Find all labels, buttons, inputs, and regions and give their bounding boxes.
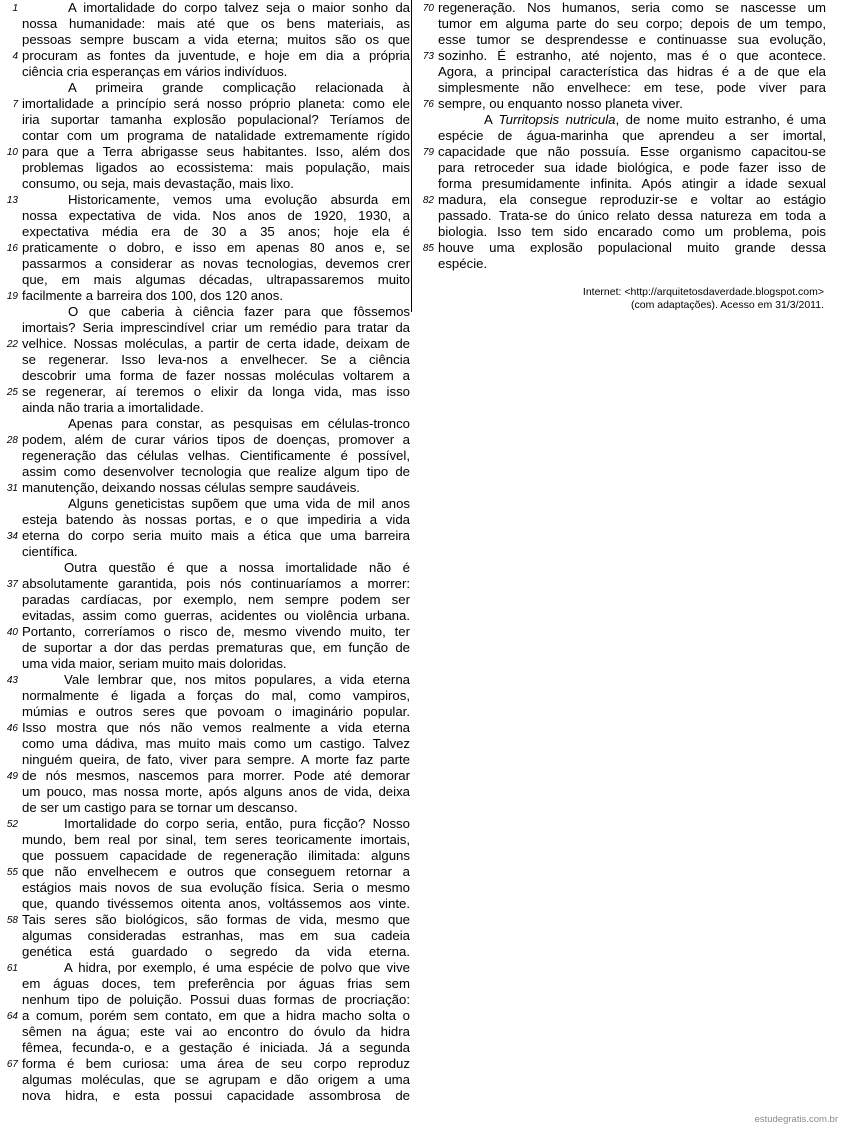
line-number: 55	[6, 867, 18, 878]
text-line	[0, 848, 410, 864]
line-text: que, quando tivéssemos oitenta anos, voltássemos aos vinte.	[22, 896, 410, 911]
text-line	[0, 784, 410, 800]
line-number: 82	[422, 195, 434, 206]
text-line	[0, 448, 410, 464]
text-line	[0, 256, 410, 272]
text-line	[0, 240, 410, 256]
line-text: Portanto, correríamos o risco de, mesmo vivendo muito, ter	[22, 624, 410, 639]
text-line	[0, 48, 410, 64]
line-text: se regenerar, aí teremos o elixir da longa vida, mas isso	[22, 384, 410, 399]
text-line	[416, 192, 826, 208]
line-number: 25	[6, 387, 18, 398]
text-line	[0, 896, 410, 912]
text-line	[0, 816, 410, 832]
line-text: mundo, bem real por sinal, tem seres teoricamente imortais,	[22, 832, 410, 847]
line-number: 10	[6, 147, 18, 158]
text-line	[0, 512, 410, 528]
text-line	[0, 1024, 410, 1040]
line-number: 73	[422, 51, 434, 62]
line-text: que possuem capacidade de regeneração ilimitada: alguns	[22, 848, 410, 863]
line-number: 28	[6, 435, 18, 446]
line-text: manutenção, deixando nossas células sempre saudáveis.	[22, 480, 360, 495]
line-number: 64	[6, 1011, 18, 1022]
line-text: capacidade que não possuía. Esse organismo capacitou-se	[438, 144, 826, 159]
line-text: eterna do corpo seria muito mais a ética que uma barreira	[22, 528, 410, 543]
text-line	[0, 592, 410, 608]
line-number: 76	[422, 99, 434, 110]
line-number: 4	[12, 51, 18, 62]
text-line	[0, 304, 410, 320]
text-line	[416, 80, 826, 96]
text-line	[0, 992, 410, 1008]
line-text: algumas moléculas, que se agrupam e dão origem a uma	[22, 1072, 410, 1087]
line-number: 70	[422, 3, 434, 14]
line-number: 16	[6, 243, 18, 254]
text-line	[416, 32, 826, 48]
line-text: O que caberia à ciência fazer para que fôssemos	[68, 304, 410, 319]
text-line	[0, 96, 410, 112]
line-text: praticamente o dobro, e isso em apenas 80 anos e, se	[22, 240, 410, 255]
line-text: assim como desenvolver tecnologia que realize algum tipo de	[22, 464, 410, 479]
line-text: de suportar a dor das perdas prematuras que, em função de	[22, 640, 410, 655]
line-text: Outra questão é que a nossa imortalidade não é	[64, 560, 410, 575]
line-text: velhice. Nossas moléculas, a partir de certa idade, deixam de	[22, 336, 410, 351]
line-text: sozinho. É estranho, até nojento, mas é o que acontece.	[438, 48, 826, 63]
text-line	[416, 224, 826, 240]
line-text: passarmos a considerar as novas tecnologias, devemos crer	[22, 256, 410, 271]
text-line	[416, 64, 826, 80]
text-line	[0, 624, 410, 640]
line-number: 34	[6, 531, 18, 542]
text-line	[416, 240, 826, 256]
line-number: 7	[12, 99, 18, 110]
text-line	[0, 752, 410, 768]
text-line	[0, 224, 410, 240]
text-line	[0, 384, 410, 400]
text-line	[0, 688, 410, 704]
line-number: 13	[6, 195, 18, 206]
text-line	[0, 352, 410, 368]
text-line	[0, 320, 410, 336]
text-line	[0, 80, 410, 96]
text-line	[416, 96, 826, 112]
text-line	[0, 0, 410, 16]
line-text: Isso mostra que nós não vemos realmente a vida eterna	[22, 720, 410, 735]
line-text: imortais? Seria imprescindível criar um remédio para tratar da	[22, 320, 410, 335]
text-line	[0, 576, 410, 592]
text-line	[0, 416, 410, 432]
line-number: 31	[6, 483, 18, 494]
line-text: nossa expectativa de vida. Nos anos de 1920, 1930, a	[22, 208, 410, 223]
line-number: 22	[6, 339, 18, 350]
text-line	[416, 176, 826, 192]
text-line	[0, 112, 410, 128]
text-line	[0, 144, 410, 160]
text-line	[416, 128, 826, 144]
line-text: Historicamente, vemos uma evolução absurda em	[68, 192, 410, 207]
text-line	[416, 160, 826, 176]
line-number: 61	[6, 963, 18, 974]
text-column-right	[416, 0, 826, 272]
text-line	[0, 368, 410, 384]
line-text: ainda não traria a imortalidade.	[22, 400, 204, 415]
text-line	[0, 208, 410, 224]
line-text: de ser um castigo para se tornar um descanso.	[22, 800, 298, 815]
line-number: 49	[6, 771, 18, 782]
line-text: espécie de água-marinha que aprendeu a ser imortal,	[438, 128, 826, 143]
line-number: 46	[6, 723, 18, 734]
watermark: estudegratis.com.br	[754, 1114, 838, 1125]
text-line	[0, 672, 410, 688]
text-line	[0, 656, 410, 672]
text-line	[0, 704, 410, 720]
line-text: absolutamente garantida, pois nós continuaríamos a morrer:	[22, 576, 410, 591]
text-line	[0, 832, 410, 848]
line-text: ciência cria esperanças em vários indivíduos.	[22, 64, 288, 79]
source-citation	[440, 286, 824, 312]
text-line	[0, 464, 410, 480]
text-line	[0, 128, 410, 144]
line-text: para que a Terra abrigasse seus habitantes. Isso, além dos	[22, 144, 410, 159]
text-line	[0, 1056, 410, 1072]
line-text: regeneração. Nos humanos, seria como se nascesse um	[438, 0, 826, 15]
line-text: descobrir uma forma de fazer nossas moléculas voltarem a	[22, 368, 410, 383]
text-line	[416, 0, 826, 16]
line-text: de nós mesmos, nascemos para morrer. Pode até demorar	[22, 768, 410, 783]
line-text: fêmea, fecunda-o, e a gestação é iniciada. Já a segunda	[22, 1040, 410, 1055]
line-text: passado. Trata-se do único relato dessa natureza em toda a	[438, 208, 826, 223]
text-line	[0, 768, 410, 784]
line-text: problemas ligados ao ecossistema: mais população, mais	[22, 160, 410, 175]
text-line	[0, 160, 410, 176]
text-line	[0, 720, 410, 736]
line-number: 1	[12, 3, 18, 14]
column-divider	[411, 0, 412, 312]
line-text: paradas cardíacas, por exemplo, nem sempre podem ser	[22, 592, 410, 607]
line-text: biologia. Isso tem sido encarado como um problema, pois	[438, 224, 826, 239]
line-text: Imortalidade do corpo seria, então, pura ficção? Nosso	[64, 816, 410, 831]
text-line	[0, 912, 410, 928]
line-number: 79	[422, 147, 434, 158]
text-line	[0, 640, 410, 656]
text-line	[416, 16, 826, 32]
line-number: 52	[6, 819, 18, 830]
text-line	[0, 976, 410, 992]
line-text: simplesmente não envelhece: em tese, pode viver para	[438, 80, 826, 95]
text-line	[0, 496, 410, 512]
line-text: consumo, ou seja, mais devastação, mais lixo.	[22, 176, 294, 191]
text-line	[0, 176, 410, 192]
line-text: facilmente a barreira dos 100, dos 120 anos.	[22, 288, 283, 303]
text-column-left	[0, 0, 410, 1104]
text-line	[0, 528, 410, 544]
line-text: nossa humanidade: mais até que os bens materiais, as	[22, 16, 410, 31]
line-text: em águas doces, tem preferência por águas frias sem	[22, 976, 410, 991]
line-text: tumor em alguma parte do seu corpo; depois de um tempo,	[438, 16, 826, 31]
line-text: podem, além de curar vários tipos de doenças, promover a	[22, 432, 410, 447]
line-text: uma vida maior, seriam muito mais doloridas.	[22, 656, 287, 671]
text-line	[0, 1040, 410, 1056]
text-line	[0, 864, 410, 880]
text-line	[0, 432, 410, 448]
text-line	[0, 1008, 410, 1024]
text-line	[0, 336, 410, 352]
line-text: Tais seres são biológicos, são formas de vida, mesmo que	[22, 912, 410, 927]
line-text: espécie.	[438, 256, 488, 271]
text-line	[0, 560, 410, 576]
text-line	[416, 48, 826, 64]
line-number: 43	[6, 675, 18, 686]
line-text: imortalidade a princípio será nosso próprio planeta: como ele	[22, 96, 410, 111]
text-line	[0, 928, 410, 944]
text-line	[0, 544, 410, 560]
text-line	[0, 960, 410, 976]
line-text: a comum, porém sem contato, em que a hidra macho solta o	[22, 1008, 410, 1023]
text-line	[0, 480, 410, 496]
line-text: expectativa média era de 30 a 35 anos; hoje ela é	[22, 224, 410, 239]
line-text: pessoas sempre buscam a vida eterna; muitos são os que	[22, 32, 410, 47]
line-text: regeneração das células velhas. Cientificamente é possível,	[22, 448, 410, 463]
species-name: Turritopsis nutricula	[498, 112, 616, 127]
line-text: madura, ela consegue reproduzir-se e voltar ao estágio	[438, 192, 826, 207]
line-text: Agora, a principal característica das hidras é a de que ela	[438, 64, 826, 79]
line-text: evitadas, assim como guerras, acidentes ou violência urbana.	[22, 608, 410, 623]
text-line	[0, 736, 410, 752]
line-text: nenhum tipo de poluição. Possui duas formas de procriação:	[22, 992, 410, 1007]
line-text: como uma dádiva, mas muito mais como um castigo. Talvez	[22, 736, 410, 751]
line-number: 58	[6, 915, 18, 926]
line-number: 19	[6, 291, 18, 302]
text-line	[416, 256, 826, 272]
line-text: para retroceder sua idade biológica, e pode fazer isso de	[438, 160, 826, 175]
line-text: normalmente é ligada a forças do mal, como vampiros,	[22, 688, 410, 703]
text-line	[0, 16, 410, 32]
line-text: A imortalidade do corpo talvez seja o maior sonho da	[68, 0, 410, 15]
line-text	[438, 112, 826, 128]
source-line-2: (com adaptações). Acesso em 31/3/2011.	[631, 299, 824, 311]
text-line	[0, 608, 410, 624]
text-line	[416, 208, 826, 224]
line-text: Vale lembrar que, nos mitos populares, a vida eterna	[64, 672, 410, 687]
text-line	[416, 144, 826, 160]
line-text: forma é bem curiosa: uma área de seu corpo reproduz	[22, 1056, 410, 1071]
line-text: contar com um programa de natalidade extremamente rígido	[22, 128, 410, 143]
line-text: sêmen na água; este vai ao encontro do óvulo da hidra	[22, 1024, 410, 1039]
line-text: estágios mais novos de sua evolução física. Seria o mesmo	[22, 880, 410, 895]
line-text: múmias e outros seres que povoam o imaginário popular.	[22, 704, 410, 719]
line-number: 40	[6, 627, 18, 638]
text-line	[0, 400, 410, 416]
source-line-1: Internet: <http://arquitetosdaverdade.blogspot.com>	[582, 286, 824, 298]
line-text: esse tumor se desprendesse e continuasse sua evolução,	[438, 32, 826, 47]
line-number: 67	[6, 1059, 18, 1070]
line-text: Alguns geneticistas supõem que uma vida de mil anos	[68, 496, 410, 511]
line-text: procuram as fontes da juventude, e hoje em dia a própria	[22, 48, 410, 63]
line-text: ninguém queira, de fato, viver para sempre. A morte faz parte	[22, 752, 410, 767]
text-line	[0, 1088, 410, 1104]
line-text: algumas consideradas estranhas, mas em sua cadeia	[22, 928, 410, 943]
line-text-pre: A	[484, 112, 499, 127]
line-text: se regenerar. Isso leva-nos a envelhecer. Se a ciência	[22, 352, 410, 367]
text-line	[0, 288, 410, 304]
text-line	[0, 192, 410, 208]
line-text: um pouco, mas nossa morte, após alguns anos de vida, deixa	[22, 784, 410, 799]
line-text: que não envelhecem e outros que conseguem retornar a	[22, 864, 410, 879]
line-number: 37	[6, 579, 18, 590]
line-text: forma presumidamente infinita. Após atingir a idade sexual	[438, 176, 826, 191]
text-line	[0, 272, 410, 288]
line-text: genética está guardado o segredo da vida eterna.	[22, 944, 410, 959]
text-line	[0, 32, 410, 48]
line-text: sempre, ou enquanto nosso planeta viver.	[438, 96, 683, 111]
line-text: científica.	[22, 544, 78, 559]
line-text: que, em mais algumas décadas, ultrapassaremos muito	[22, 272, 410, 287]
line-text: A primeira grande complicação relacionada à	[68, 80, 410, 95]
text-line	[0, 800, 410, 816]
line-text: A hidra, por exemplo, é uma espécie de polvo que vive	[64, 960, 410, 975]
text-line	[0, 64, 410, 80]
line-text: iria suportar tamanha explosão populacional? Teríamos de	[22, 112, 410, 127]
line-text: houve uma explosão populacional muito grande dessa	[438, 240, 826, 255]
line-text: Apenas para constar, as pesquisas em células-tronco	[68, 416, 410, 431]
text-line	[0, 880, 410, 896]
text-line	[0, 1072, 410, 1088]
text-line	[416, 112, 826, 128]
line-text-post: , de nome muito estranho, é uma	[615, 112, 826, 127]
line-text: esteja batendo às nossas portas, e o que impediria a vida	[22, 512, 410, 527]
text-line	[0, 944, 410, 960]
line-number: 85	[422, 243, 434, 254]
line-text: nova hidra, e esta possui capacidade assombrosa de	[22, 1088, 410, 1103]
